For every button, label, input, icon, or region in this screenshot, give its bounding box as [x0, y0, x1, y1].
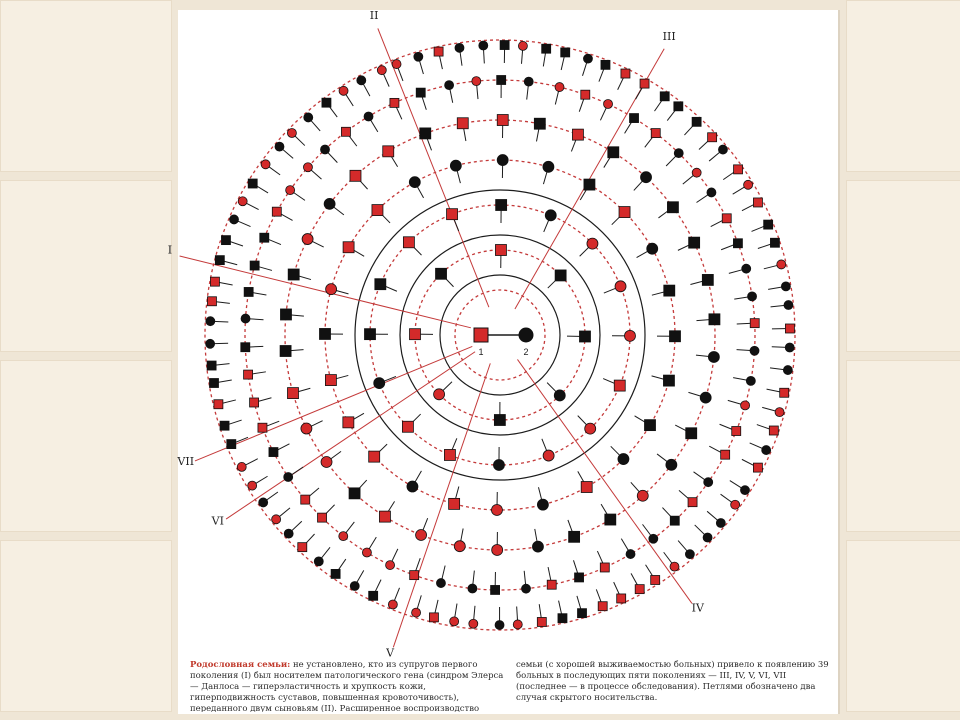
- male-symbol: [542, 44, 551, 53]
- affected-female-symbol: [543, 450, 554, 461]
- affected-female-symbol: [604, 100, 613, 109]
- affected-male-symbol: [537, 617, 546, 626]
- male-symbol: [436, 268, 447, 279]
- female-symbol: [436, 579, 445, 588]
- female-symbol: [716, 518, 725, 527]
- male-symbol: [250, 261, 259, 270]
- affected-female-symbol: [392, 60, 401, 69]
- affected-female-symbol: [777, 260, 786, 269]
- male-symbol: [558, 614, 567, 623]
- male-symbol: [280, 309, 291, 320]
- affected-male-symbol: [325, 375, 336, 386]
- male-symbol: [561, 48, 570, 57]
- affected-male-symbol: [598, 602, 607, 611]
- female-symbol: [762, 446, 771, 455]
- male-symbol: [579, 331, 590, 342]
- affected-male-symbol: [581, 482, 592, 493]
- affected-male-symbol: [722, 214, 731, 223]
- male-symbol: [575, 573, 584, 582]
- affected-male-symbol: [379, 511, 390, 522]
- male-symbol: [660, 92, 669, 101]
- male-symbol: [608, 147, 619, 158]
- affected-male-symbol: [214, 400, 223, 409]
- male-symbol: [692, 117, 701, 126]
- male-symbol: [320, 328, 331, 339]
- affected-male-symbol: [343, 242, 354, 253]
- male-symbol: [227, 440, 236, 449]
- male-symbol: [215, 256, 224, 265]
- female-symbol: [583, 54, 592, 63]
- female-symbol: [742, 264, 751, 273]
- female-symbol: [537, 499, 548, 510]
- affected-female-symbol: [731, 500, 740, 509]
- female-symbol: [783, 366, 792, 375]
- affected-male-symbol: [318, 513, 327, 522]
- affected-male-symbol: [497, 115, 508, 126]
- affected-male-symbol: [651, 129, 660, 138]
- male-symbol: [674, 102, 683, 111]
- affected-male-symbol: [402, 421, 413, 432]
- affected-male-symbol: [617, 594, 626, 603]
- affected-female-symbol: [261, 160, 270, 169]
- male-symbol: [584, 179, 595, 190]
- affected-male-symbol: [732, 427, 741, 436]
- pointer-line: [393, 363, 490, 647]
- male-symbol: [365, 329, 376, 340]
- affected-male-symbol: [341, 127, 350, 136]
- male-symbol: [689, 237, 700, 248]
- male-symbol: [496, 200, 507, 211]
- female-symbol: [649, 534, 658, 543]
- female-symbol: [364, 112, 373, 121]
- affected-female-symbol: [339, 86, 348, 95]
- male-symbol: [601, 60, 610, 69]
- female-symbol: [206, 317, 215, 326]
- affected-male-symbol: [403, 237, 414, 248]
- affected-male-symbol: [410, 571, 419, 580]
- female-symbol: [524, 77, 533, 86]
- male-symbol: [497, 76, 506, 85]
- female-symbol: [284, 529, 293, 538]
- affected-female-symbol: [386, 561, 395, 570]
- female-symbol: [259, 498, 268, 507]
- female-symbol: [708, 351, 719, 362]
- affected-female-symbol: [472, 77, 481, 86]
- affected-female-symbol: [518, 41, 527, 50]
- affected-male-symbol: [785, 324, 794, 333]
- female-symbol: [374, 378, 385, 389]
- female-symbol: [666, 459, 677, 470]
- affected-female-symbol: [326, 284, 337, 295]
- affected-female-symbol: [615, 281, 626, 292]
- affected-male-symbol: [457, 118, 468, 129]
- male-symbol: [764, 220, 773, 229]
- male-symbol: [569, 531, 580, 542]
- affected-male-symbol: [780, 388, 789, 397]
- affected-male-symbol: [750, 319, 759, 328]
- female-symbol: [450, 160, 461, 171]
- affected-female-symbol: [454, 541, 465, 552]
- female-symbol: [641, 172, 652, 183]
- affected-female-symbol: [248, 481, 257, 490]
- female-symbol: [685, 550, 694, 559]
- affected-female-symbol: [637, 490, 648, 501]
- female-symbol: [357, 76, 366, 85]
- male-symbol: [322, 98, 331, 107]
- affected-female-symbol: [492, 544, 503, 555]
- affected-male-symbol: [753, 198, 762, 207]
- affected-male-symbol: [434, 47, 443, 56]
- female-symbol: [479, 41, 488, 50]
- male-symbol: [733, 239, 742, 248]
- affected-female-symbol: [624, 330, 635, 341]
- female-symbol: [781, 282, 790, 291]
- female-symbol: [543, 161, 554, 172]
- male-symbol: [210, 379, 219, 388]
- male-symbol: [331, 569, 340, 578]
- generation-label: I: [167, 243, 173, 257]
- affected-female-symbol: [272, 515, 281, 524]
- female-symbol: [626, 550, 635, 559]
- affected-male-symbol: [581, 90, 590, 99]
- male-symbol: [248, 179, 257, 188]
- affected-male-symbol: [210, 277, 219, 286]
- male-symbol: [555, 270, 566, 281]
- affected-male-symbol: [753, 463, 762, 472]
- affected-male-symbol: [619, 207, 630, 218]
- affected-male-symbol: [207, 297, 216, 306]
- female-symbol: [414, 52, 423, 61]
- affected-male-symbol: [640, 79, 649, 88]
- female-symbol: [350, 582, 359, 591]
- affected-male-symbol: [272, 207, 281, 216]
- male-symbol: [702, 274, 713, 285]
- affected-male-symbol: [383, 146, 394, 157]
- affected-female-symbol: [587, 238, 598, 249]
- male-symbol: [207, 361, 216, 370]
- affected-female-symbol: [377, 66, 386, 75]
- caption-heading: Родословная семьи:: [190, 660, 291, 670]
- female-symbol: [748, 292, 757, 301]
- female-symbol: [497, 155, 508, 166]
- affected-female-symbol: [585, 423, 596, 434]
- affected-female-symbol: [388, 600, 397, 609]
- affected-female-symbol: [670, 562, 679, 571]
- affected-male-symbol: [495, 245, 506, 256]
- affected-female-symbol: [416, 529, 427, 540]
- affected-female-symbol: [692, 168, 701, 177]
- male-symbol: [220, 421, 229, 430]
- female-symbol: [532, 541, 543, 552]
- affected-female-symbol: [775, 408, 784, 417]
- affected-female-symbol: [303, 163, 312, 172]
- affected-female-symbol: [434, 389, 445, 400]
- female-symbol: [275, 142, 284, 151]
- generation-label: III: [662, 30, 676, 44]
- male-symbol: [578, 609, 587, 618]
- female-symbol: [407, 481, 418, 492]
- male-symbol: [369, 591, 378, 600]
- generation-label: II: [369, 9, 379, 23]
- founder-label: 1: [478, 347, 484, 357]
- caption-left: [190, 660, 504, 712]
- female-symbol: [707, 188, 716, 197]
- male-symbol: [770, 238, 779, 247]
- male-symbol: [670, 516, 679, 525]
- affected-female-symbol: [412, 608, 421, 617]
- male-symbol: [663, 375, 674, 386]
- male-symbol: [280, 346, 291, 357]
- founder-label: 2: [523, 347, 529, 357]
- generation-label: V: [386, 646, 395, 660]
- female-symbol: [700, 392, 711, 403]
- caption-left-text: не установлено, кто из супругов первого поколения (I) был носителем патологического гена (синдром Элерса — Данлоса — гиперэластичность и хрупкость кожи, гиперподвижность суставов, повышенная кровоточивость), переданного двум сыновьям (II). Расширенное воспроизводство: [190, 660, 504, 712]
- affected-male-symbol: [250, 398, 259, 407]
- founder-male-symbol: [474, 328, 488, 342]
- female-symbol: [314, 557, 323, 566]
- pointer-line: [378, 28, 489, 307]
- female-symbol: [321, 145, 330, 154]
- female-symbol: [647, 243, 658, 254]
- female-symbol: [495, 620, 504, 629]
- female-symbol: [445, 81, 454, 90]
- female-symbol: [493, 459, 504, 470]
- male-symbol: [630, 114, 639, 123]
- male-symbol: [667, 202, 678, 213]
- female-symbol: [206, 339, 215, 348]
- male-symbol: [605, 514, 616, 525]
- female-symbol: [455, 43, 464, 52]
- affected-male-symbol: [635, 585, 644, 594]
- affected-male-symbol: [621, 69, 630, 78]
- male-symbol: [494, 414, 505, 425]
- affected-female-symbol: [362, 548, 371, 557]
- female-symbol: [784, 301, 793, 310]
- pointer-line: [195, 346, 472, 460]
- male-symbol: [420, 128, 431, 139]
- female-symbol: [522, 584, 531, 593]
- female-symbol: [409, 177, 420, 188]
- affected-female-symbol: [450, 617, 459, 626]
- female-symbol: [468, 584, 477, 593]
- affected-male-symbol: [444, 449, 455, 460]
- affected-male-symbol: [372, 205, 383, 216]
- affected-male-symbol: [769, 426, 778, 435]
- female-symbol: [284, 473, 293, 482]
- female-symbol: [674, 149, 683, 158]
- affected-male-symbol: [343, 417, 354, 428]
- affected-male-symbol: [258, 423, 267, 432]
- affected-male-symbol: [390, 98, 399, 107]
- affected-male-symbol: [350, 170, 361, 181]
- affected-male-symbol: [301, 495, 310, 504]
- affected-male-symbol: [572, 129, 583, 140]
- male-symbol: [244, 287, 253, 296]
- male-symbol: [500, 41, 509, 50]
- male-symbol: [664, 285, 675, 296]
- female-symbol: [703, 533, 712, 542]
- female-symbol: [241, 314, 250, 323]
- affected-female-symbol: [287, 129, 296, 138]
- female-symbol: [741, 486, 750, 495]
- male-symbol: [241, 343, 250, 352]
- figure-caption: [190, 660, 830, 712]
- male-symbol: [260, 233, 269, 242]
- affected-female-symbol: [469, 619, 478, 628]
- affected-male-symbol: [688, 498, 697, 507]
- male-symbol: [349, 488, 360, 499]
- affected-female-symbol: [302, 234, 313, 245]
- male-symbol: [288, 269, 299, 280]
- affected-female-symbol: [741, 401, 750, 410]
- male-symbol: [669, 331, 680, 342]
- affected-male-symbol: [429, 613, 438, 622]
- female-symbol: [704, 478, 713, 487]
- female-symbol: [718, 145, 727, 154]
- male-symbol: [269, 448, 278, 457]
- affected-male-symbol: [369, 451, 380, 462]
- female-symbol: [554, 390, 565, 401]
- affected-female-symbol: [339, 532, 348, 541]
- female-symbol: [618, 454, 629, 465]
- female-symbol: [230, 215, 239, 224]
- affected-female-symbol: [301, 423, 312, 434]
- affected-male-symbol: [547, 580, 556, 589]
- male-symbol: [416, 88, 425, 97]
- affected-female-symbol: [513, 620, 522, 629]
- female-symbol: [750, 346, 759, 355]
- male-symbol: [686, 428, 697, 439]
- male-symbol: [491, 585, 500, 594]
- caption-right: семьи (с хорошей выживаемостью больных) привело к появлению 39 больных в последующих пяти поколениях — III, IV, V, VI, VII (последнее — в процессе обследования). Петлями обозначено два случая скрытого носительства.: [516, 660, 829, 703]
- affected-female-symbol: [555, 83, 564, 92]
- male-symbol: [221, 236, 230, 245]
- female-symbol: [304, 113, 313, 122]
- female-symbol: [545, 210, 556, 221]
- female-symbol: [324, 198, 335, 209]
- affected-male-symbol: [734, 165, 743, 174]
- affected-female-symbol: [238, 197, 247, 206]
- affected-male-symbol: [708, 133, 717, 142]
- affected-female-symbol: [321, 457, 332, 468]
- affected-male-symbol: [298, 543, 307, 552]
- founder-female-symbol: [519, 328, 533, 342]
- affected-male-symbol: [410, 329, 421, 340]
- affected-male-symbol: [721, 450, 730, 459]
- male-symbol: [534, 118, 545, 129]
- generation-label: VI: [211, 514, 224, 528]
- male-symbol: [645, 420, 656, 431]
- female-symbol: [785, 343, 794, 352]
- affected-male-symbol: [244, 370, 253, 379]
- generation-label: IV: [691, 601, 704, 615]
- male-symbol: [709, 314, 720, 325]
- affected-male-symbol: [449, 498, 460, 509]
- affected-male-symbol: [600, 563, 609, 572]
- generation-label: VII: [177, 454, 195, 468]
- female-symbol: [746, 376, 755, 385]
- affected-male-symbol: [287, 388, 298, 399]
- male-symbol: [375, 279, 386, 290]
- affected-female-symbol: [237, 462, 246, 471]
- affected-male-symbol: [614, 380, 625, 391]
- affected-female-symbol: [744, 180, 753, 189]
- affected-male-symbol: [447, 209, 458, 220]
- affected-male-symbol: [651, 575, 660, 584]
- affected-female-symbol: [491, 504, 502, 515]
- affected-female-symbol: [286, 186, 295, 195]
